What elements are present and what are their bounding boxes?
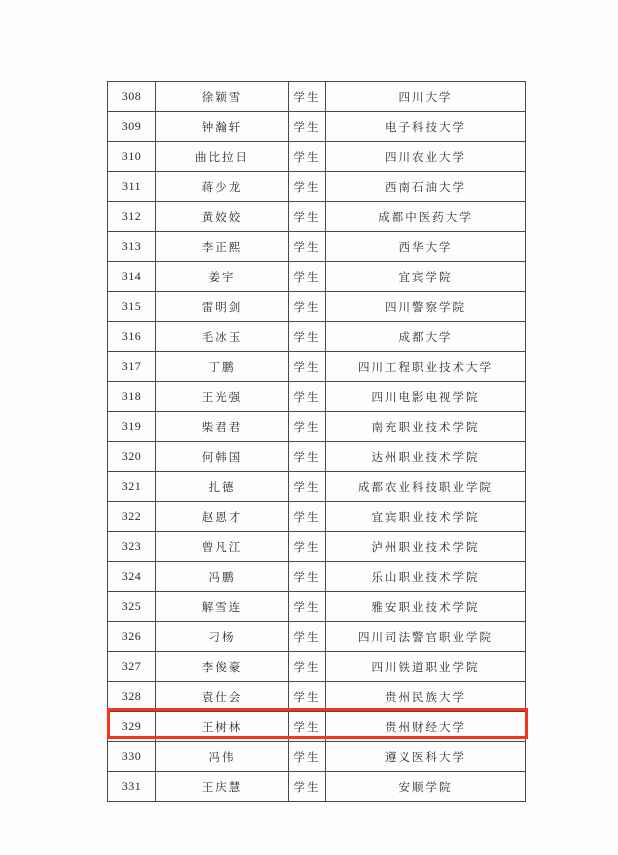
- school-cell: 成都大学: [326, 322, 526, 352]
- row-number-cell: 324: [108, 562, 156, 592]
- table-row: [108, 142, 526, 172]
- row-number-cell: 315: [108, 292, 156, 322]
- role-cell: 学生: [289, 532, 326, 562]
- school-cell: 四川电影电视学院: [326, 382, 526, 412]
- table-row: [108, 112, 526, 142]
- table-row: [108, 532, 526, 562]
- role-cell: 学生: [289, 232, 326, 262]
- table-row: [108, 712, 526, 742]
- role-cell: 学生: [289, 772, 326, 802]
- school-cell: 四川工程职业技术大学: [326, 352, 526, 382]
- name-cell: 冯伟: [156, 742, 289, 772]
- role-cell: 学生: [289, 682, 326, 712]
- name-cell: 解雪连: [156, 592, 289, 622]
- name-cell: 何韩国: [156, 442, 289, 472]
- table-row: [108, 742, 526, 772]
- role-cell: 学生: [289, 472, 326, 502]
- role-cell: 学生: [289, 652, 326, 682]
- roster-table-body: [108, 82, 526, 802]
- name-cell: 姜宇: [156, 262, 289, 292]
- school-cell: 成都农业科技职业学院: [326, 472, 526, 502]
- school-cell: 达州职业技术学院: [326, 442, 526, 472]
- row-number-cell: 313: [108, 232, 156, 262]
- row-number-cell: 330: [108, 742, 156, 772]
- name-cell: 冯鹏: [156, 562, 289, 592]
- row-number-cell: 309: [108, 112, 156, 142]
- row-number-cell: 318: [108, 382, 156, 412]
- role-cell: 学生: [289, 412, 326, 442]
- table-row: [108, 322, 526, 352]
- school-cell: 电子科技大学: [326, 112, 526, 142]
- school-cell: 南充职业技术学院: [326, 412, 526, 442]
- role-cell: 学生: [289, 382, 326, 412]
- role-cell: 学生: [289, 352, 326, 382]
- name-cell: 李俊豪: [156, 652, 289, 682]
- role-cell: 学生: [289, 322, 326, 352]
- row-number-cell: 331: [108, 772, 156, 802]
- role-cell: 学生: [289, 712, 326, 742]
- role-cell: 学生: [289, 202, 326, 232]
- school-cell: 成都中医药大学: [326, 202, 526, 232]
- table-row: [108, 292, 526, 322]
- role-cell: 学生: [289, 82, 326, 112]
- name-cell: 袁仕会: [156, 682, 289, 712]
- table-row: [108, 622, 526, 652]
- table-row: [108, 232, 526, 262]
- school-cell: 四川司法警官职业学院: [326, 622, 526, 652]
- row-number-cell: 320: [108, 442, 156, 472]
- row-number-cell: 311: [108, 172, 156, 202]
- table-row: [108, 502, 526, 532]
- name-cell: 黄姣姣: [156, 202, 289, 232]
- name-cell: 钟瀚轩: [156, 112, 289, 142]
- row-number-cell: 314: [108, 262, 156, 292]
- role-cell: 学生: [289, 292, 326, 322]
- school-cell: 贵州财经大学: [326, 712, 526, 742]
- table-row: [108, 172, 526, 202]
- school-cell: 泸州职业技术学院: [326, 532, 526, 562]
- role-cell: 学生: [289, 442, 326, 472]
- name-cell: 蒋少龙: [156, 172, 289, 202]
- row-number-cell: 312: [108, 202, 156, 232]
- table-row: [108, 262, 526, 292]
- row-number-cell: 325: [108, 592, 156, 622]
- row-number-cell: 322: [108, 502, 156, 532]
- table-row: [108, 412, 526, 442]
- row-number-cell: 323: [108, 532, 156, 562]
- school-cell: 贵州民族大学: [326, 682, 526, 712]
- row-number-cell: 321: [108, 472, 156, 502]
- name-cell: 赵恩才: [156, 502, 289, 532]
- school-cell: 遵义医科大学: [326, 742, 526, 772]
- name-cell: 雷明剑: [156, 292, 289, 322]
- name-cell: 王树林: [156, 712, 289, 742]
- table-row: [108, 682, 526, 712]
- name-cell: 曲比拉日: [156, 142, 289, 172]
- table-row: [108, 652, 526, 682]
- table-row: [108, 442, 526, 472]
- row-number-cell: 316: [108, 322, 156, 352]
- name-cell: 丁鹏: [156, 352, 289, 382]
- role-cell: 学生: [289, 112, 326, 142]
- name-cell: 扎德: [156, 472, 289, 502]
- role-cell: 学生: [289, 172, 326, 202]
- name-cell: 王光强: [156, 382, 289, 412]
- table-row: [108, 202, 526, 232]
- table-row: [108, 772, 526, 802]
- school-cell: 西华大学: [326, 232, 526, 262]
- table-row: [108, 82, 526, 112]
- table-row: [108, 472, 526, 502]
- table-row: [108, 592, 526, 622]
- name-cell: 王庆慧: [156, 772, 289, 802]
- school-cell: 四川大学: [326, 82, 526, 112]
- name-cell: 徐颖雪: [156, 82, 289, 112]
- row-number-cell: 329: [108, 712, 156, 742]
- table-row: [108, 562, 526, 592]
- school-cell: 宜宾学院: [326, 262, 526, 292]
- row-number-cell: 317: [108, 352, 156, 382]
- name-cell: 李正熙: [156, 232, 289, 262]
- table-row: [108, 382, 526, 412]
- school-cell: 四川警察学院: [326, 292, 526, 322]
- school-cell: 乐山职业技术学院: [326, 562, 526, 592]
- name-cell: 刁杨: [156, 622, 289, 652]
- school-cell: 宜宾职业技术学院: [326, 502, 526, 532]
- school-cell: 西南石油大学: [326, 172, 526, 202]
- roster-table: [107, 81, 526, 802]
- row-number-cell: 326: [108, 622, 156, 652]
- row-number-cell: 308: [108, 82, 156, 112]
- name-cell: 柴君君: [156, 412, 289, 442]
- row-number-cell: 327: [108, 652, 156, 682]
- row-number-cell: 319: [108, 412, 156, 442]
- name-cell: 曾凡江: [156, 532, 289, 562]
- school-cell: 安顺学院: [326, 772, 526, 802]
- role-cell: 学生: [289, 562, 326, 592]
- school-cell: 雅安职业技术学院: [326, 592, 526, 622]
- row-number-cell: 310: [108, 142, 156, 172]
- role-cell: 学生: [289, 502, 326, 532]
- role-cell: 学生: [289, 142, 326, 172]
- role-cell: 学生: [289, 742, 326, 772]
- role-cell: 学生: [289, 622, 326, 652]
- school-cell: 四川铁道职业学院: [326, 652, 526, 682]
- row-number-cell: 328: [108, 682, 156, 712]
- name-cell: 毛冰玉: [156, 322, 289, 352]
- role-cell: 学生: [289, 592, 326, 622]
- table-row: [108, 352, 526, 382]
- school-cell: 四川农业大学: [326, 142, 526, 172]
- role-cell: 学生: [289, 262, 326, 292]
